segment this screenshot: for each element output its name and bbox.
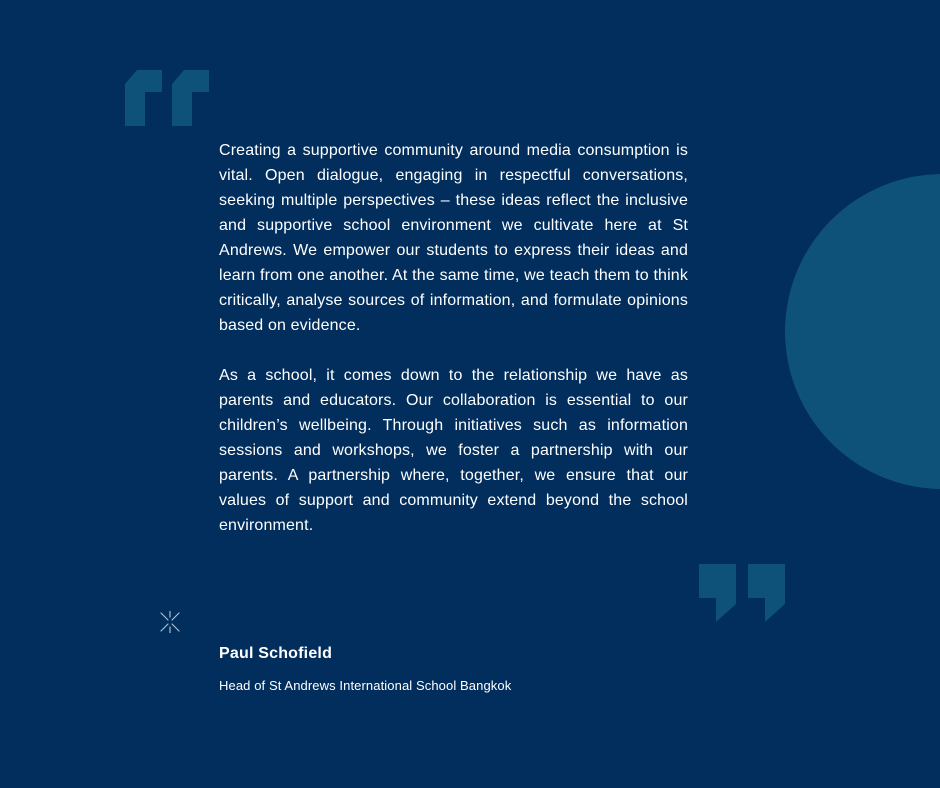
- close-quote-icon: [698, 564, 786, 622]
- quote-paragraph-2: As a school, it comes down to the relationship we have as parents and educators. Our collaboration is essential to our children’s wellbeing. Through initiatives such as information sessions and workshops, we foster a partnership with our parents. A partnership where, together, we ensure that our values of support and community extend beyond the school environment.: [219, 367, 688, 534]
- quote-text: [219, 138, 688, 563]
- decorative-circle: [785, 174, 940, 489]
- sparkle-icon: [159, 611, 181, 633]
- author-name: Paul Schofield: [219, 645, 333, 662]
- author-role: Head of St Andrews International School Bangkok: [219, 678, 512, 693]
- open-quote-icon: [125, 70, 211, 126]
- quote-paragraph-1: Creating a supportive community around media consumption is vital. Open dialogue, engaging in respectful conversations, seeking multiple perspectives – these ideas reflect the inclusive and supportive school environment we cultivate here at St Andrews. We empower our students to express their ideas and learn from one another. At the same time, we teach them to think critically, analyse sources of information, and formulate opinions based on evidence.: [219, 142, 688, 334]
